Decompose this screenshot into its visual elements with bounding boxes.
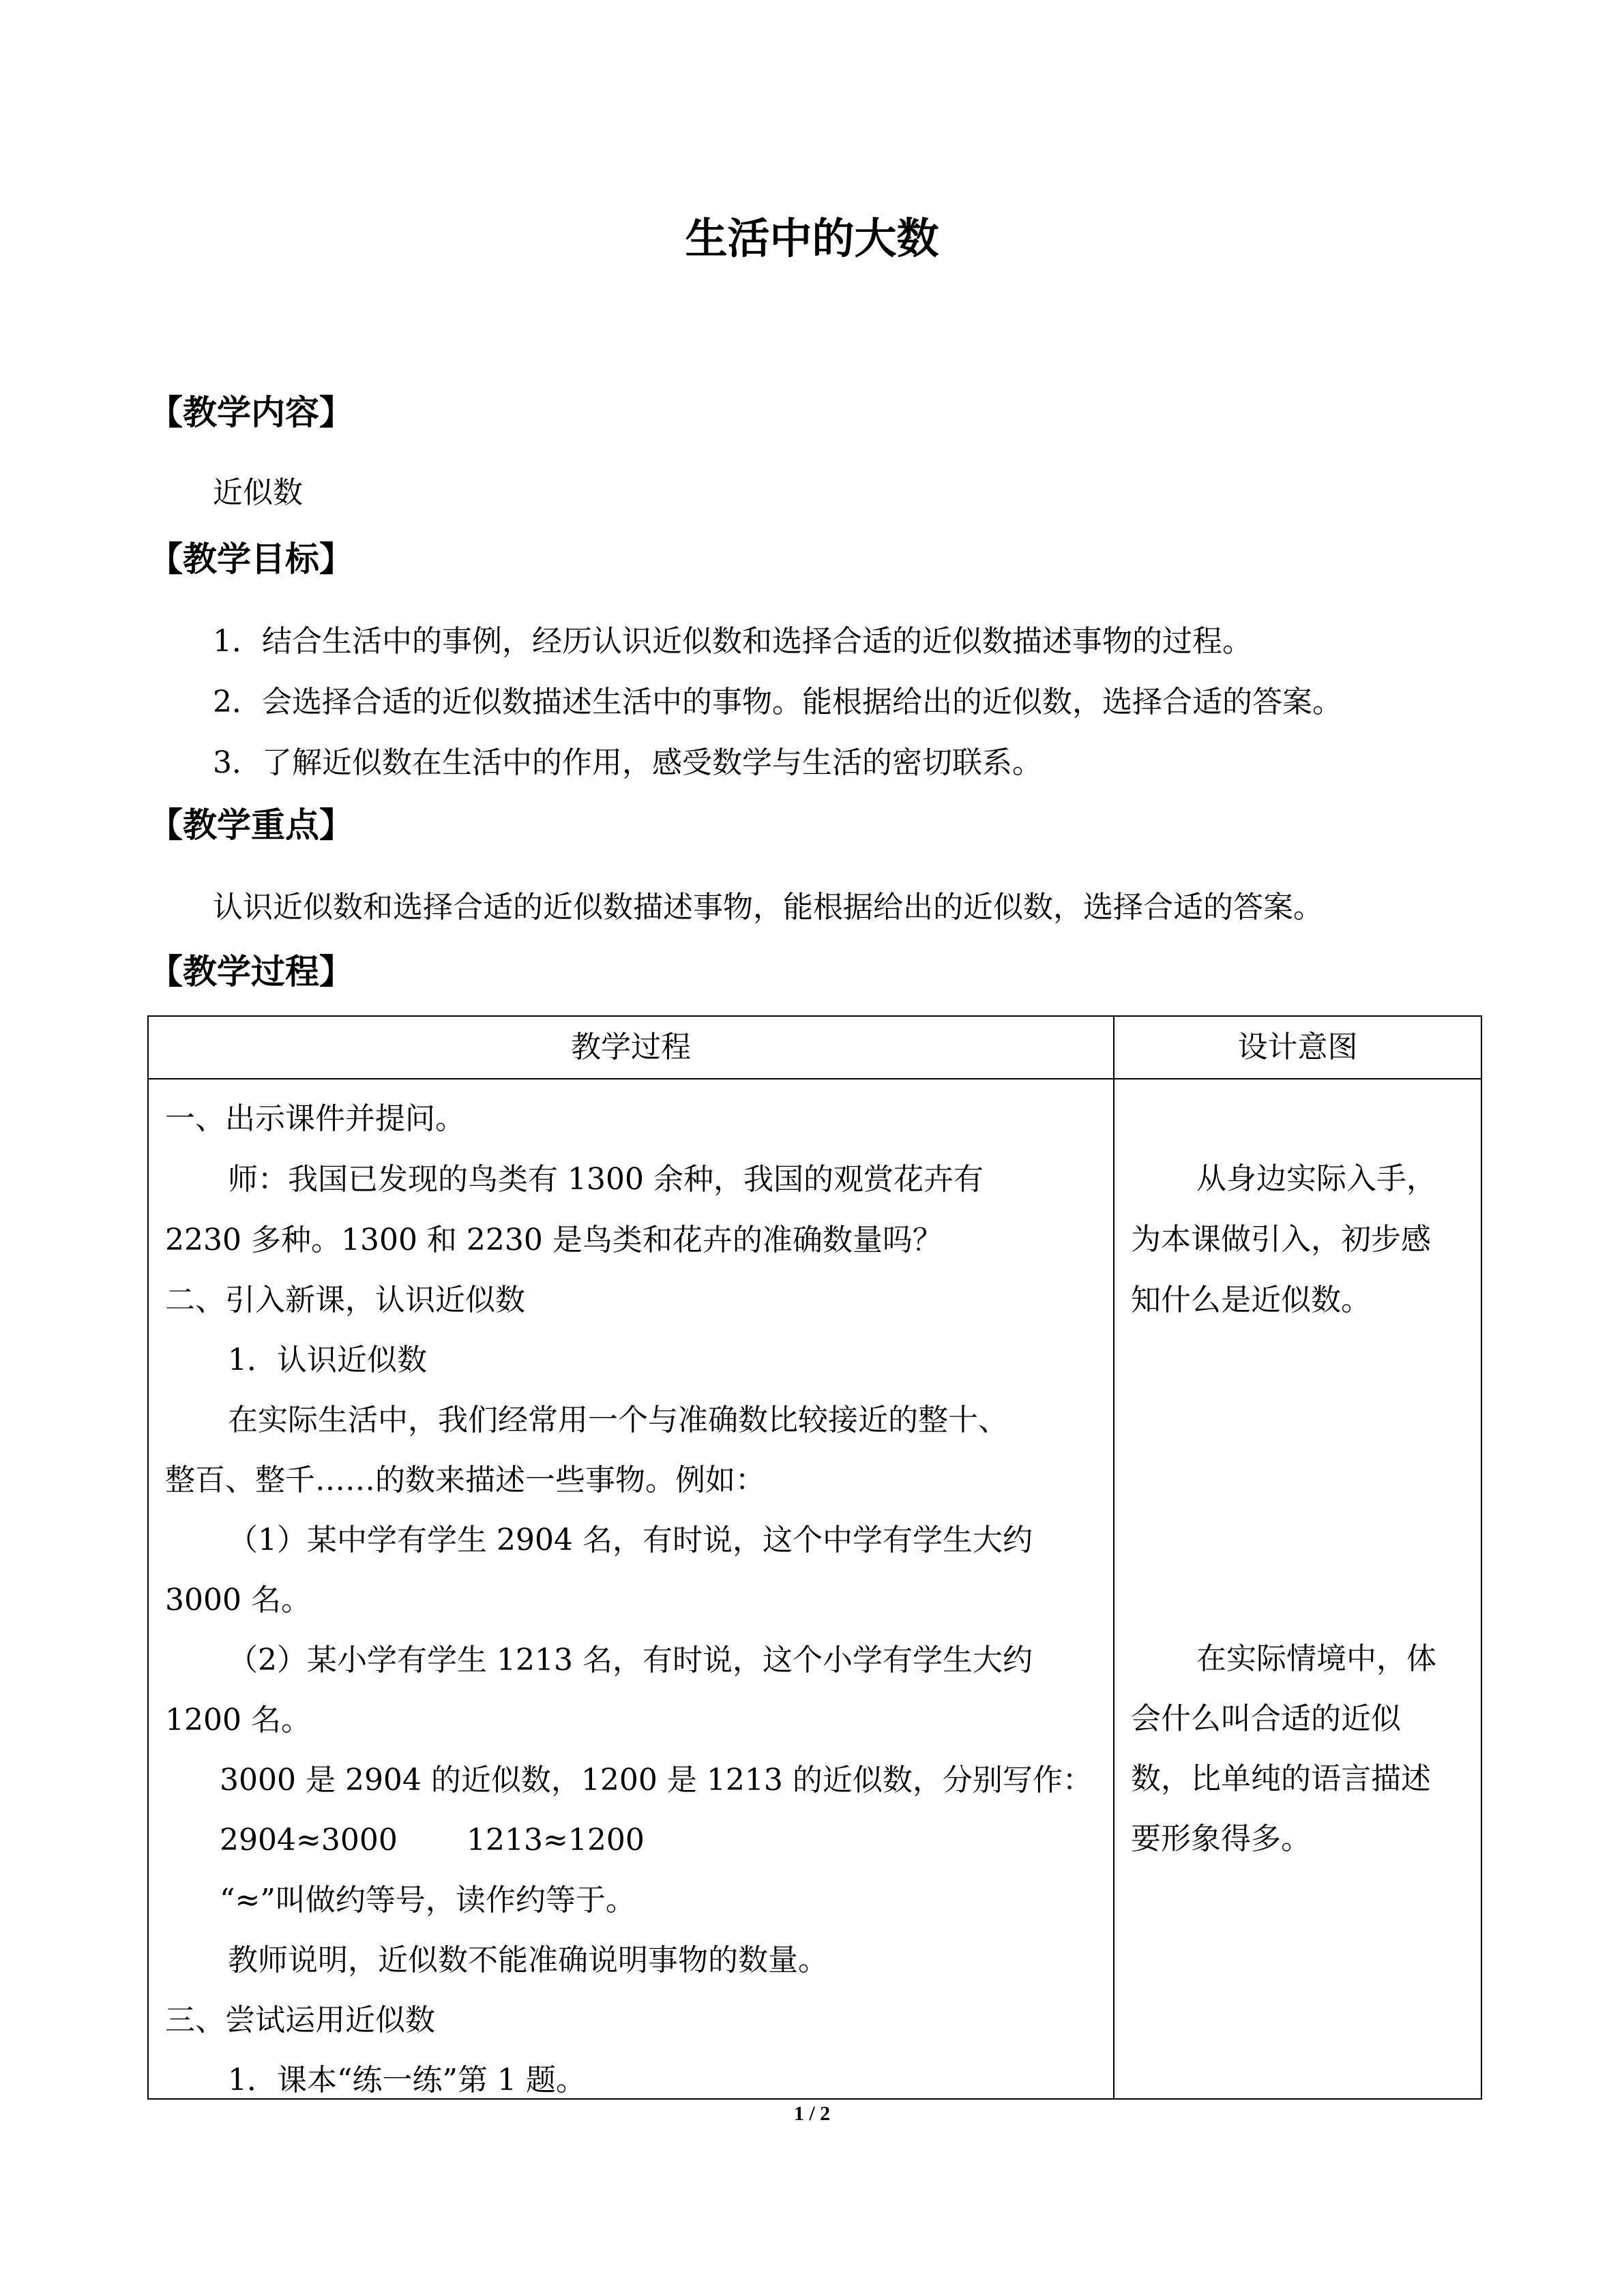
process-line: “≈”叫做约等号，读作约等于。 — [220, 1883, 636, 1918]
lesson-table — [147, 1015, 1482, 2100]
process-line: 师：我国已发现的鸟类有 1300 余种，我国的观赏花卉有 — [228, 1162, 984, 1197]
intent-line: 会什么叫合适的近似 — [1131, 1701, 1401, 1736]
goal-item: 3．了解近似数在生活中的作用，感受数学与生活的密切联系。 — [213, 745, 1042, 780]
heading-process: 【教学过程】 — [149, 952, 353, 992]
intent-line: 知什么是近似数。 — [1131, 1283, 1371, 1317]
process-line: 2230 多种。1300 和 2230 是鸟类和花卉的准确数量吗？ — [165, 1223, 943, 1257]
column-divider — [1113, 1017, 1114, 2098]
process-line: 3000 名。 — [165, 1583, 311, 1617]
process-line: 1．课本“练一练”第 1 题。 — [228, 2063, 586, 2098]
content-text: 近似数 — [213, 475, 303, 510]
process-line: 1200 名。 — [165, 1703, 311, 1738]
process-line: 3000 是 2904 的近似数，1200 是 1213 的近似数，分别写作： — [220, 1763, 1093, 1798]
goal-item: 1．结合生活中的事例，经历认识近似数和选择合适的近似数描述事物的过程。 — [213, 624, 1252, 659]
process-line: （2）某小学有学生 1213 名，有时说，这个小学有学生大约 — [228, 1643, 1033, 1678]
process-line: 一、出示课件并提问。 — [165, 1101, 465, 1136]
key-points-text: 认识近似数和选择合适的近似数描述事物，能根据给出的近似数，选择合适的答案。 — [213, 890, 1323, 925]
process-line: 整百、整千……的数来描述一些事物。例如： — [165, 1463, 765, 1497]
process-line: 三、尝试运用近似数 — [165, 2003, 435, 2038]
process-line: 教师说明，近似数不能准确说明事物的数量。 — [228, 1943, 828, 1978]
heading-content: 【教学内容】 — [149, 393, 353, 432]
page-number: 1 / 2 — [793, 2102, 831, 2125]
header-process: 教学过程 — [571, 1030, 691, 1064]
intent-line: 从身边实际入手， — [1196, 1161, 1436, 1196]
intent-line: 要形象得多。 — [1131, 1821, 1311, 1856]
header-divider — [149, 1078, 1481, 1079]
process-line: 二、引入新课，认识近似数 — [165, 1283, 525, 1317]
goal-item: 2．会选择合适的近似数描述生活中的事物。能根据给出的近似数，选择合适的答案。 — [213, 685, 1342, 719]
intent-line: 为本课做引入，初步感 — [1131, 1222, 1431, 1257]
approx-example: 1213≈1200 — [467, 1823, 645, 1858]
process-line: 1．认识近似数 — [228, 1343, 427, 1377]
header-intent: 设计意图 — [1237, 1030, 1358, 1064]
process-line: （1）某中学有学生 2904 名，有时说，这个中学有学生大约 — [228, 1523, 1033, 1557]
heading-key-points: 【教学重点】 — [149, 805, 353, 845]
page-title: 生活中的大数 — [685, 213, 939, 263]
intent-line: 在实际情境中，体 — [1196, 1641, 1436, 1676]
process-line: 在实际生活中，我们经常用一个与准确数比较接近的整十、 — [228, 1403, 1008, 1437]
heading-goals: 【教学目标】 — [149, 539, 353, 579]
approx-example: 2904≈3000 — [220, 1823, 398, 1858]
intent-line: 数，比单纯的语言描述 — [1131, 1761, 1431, 1796]
